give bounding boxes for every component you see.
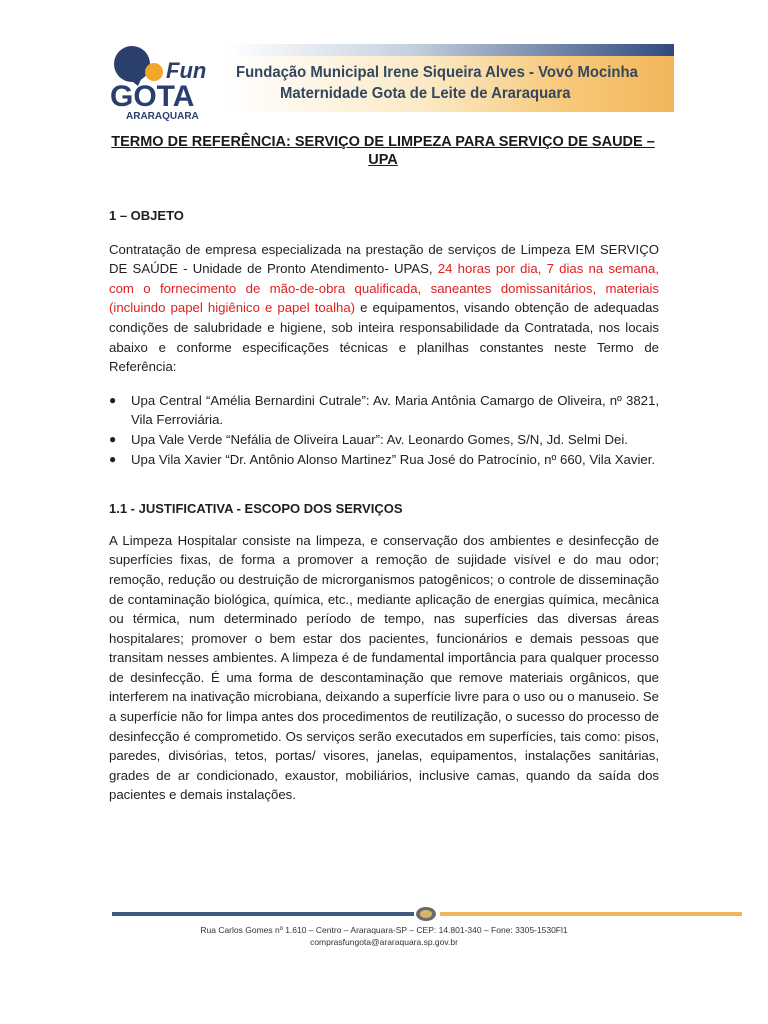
bullet-icon: ●	[109, 451, 117, 466]
logo-text-fun: Fun	[166, 58, 207, 83]
footer-bar-orange	[440, 912, 742, 916]
objeto-paragraph	[109, 240, 659, 377]
list-item-text: Upa Vila Xavier “Dr. Antônio Alonso Martinez” Rua José do Patrocínio, nº 660, Vila Xavier.	[131, 451, 656, 467]
objeto-text-end: e equipamentos, visando obtenção de adequadas condições de salubridade e higiene, sob inteira responsabilidade da Contratada, nos locais abaixo e conforme especificações técnicas e planilhas constantes neste Termo de Referência:	[109, 300, 659, 375]
list-item	[109, 430, 659, 450]
list-item-text: Upa Vale Verde “Nefália de Oliveira Lauar”: Av. Leonardo Gomes, S/N, Jd. Selmi Dei.	[131, 431, 628, 447]
footer-email: comprasfungota@araraquara.sp.gov.br	[310, 937, 458, 947]
footer-emblem-icon	[415, 906, 437, 922]
upa-list	[109, 391, 659, 469]
justificativa-paragraph: A Limpeza Hospitalar consiste na limpeza, e conservação dos ambientes e desinfecção de superfícies fixas, de forma a promover a remoção de sujidade visível e do mau odor; remoção, redução ou destruição de microrganismos patogênicos; o controle de disseminação de contaminação biológica, química, etc., mediante aplicação de energias química, mecânica ou térmica, num determinado período de tempo, nas superfícies das diversas áreas hospitalares; promover o bem estar dos pacientes, funcionários e demais pessoas que transitam nesses ambientes. A limpeza é de fundamental importância para qualquer processo de desinfecção. É uma forma de descontaminação que remove materiais orgânicos, que interferem na inativação microbiana, deixando a superfície livre para o uso ou o manuseio. Se a superfície não for limpa antes dos procedimentos de reutilização, o sucesso do processo de desinfecção é comprometido. Os serviços serão executados em superfícies, tais como: pisos, paredes, divisórias, tetos, portas/ visores, janelas, equipamentos, instalações sanitárias, grades de ar condicionado, exaustor, mobiliários, inclusive camas, quando da saída dos pacientes e demais instalações.	[109, 532, 659, 803]
section-heading-objeto: 1 – OBJETO	[109, 208, 184, 223]
maternity-name: Maternidade Gota de Leite de Araraquara	[280, 85, 571, 102]
section-heading-justificativa: 1.1 - JUSTIFICATIVA - ESCOPO DOS SERVIÇOS	[109, 501, 403, 517]
footer-bar-blue	[112, 912, 414, 916]
document-body	[109, 206, 659, 805]
footer-address: Rua Carlos Gomes nº 1.610 – Centro – Araraquara-SP – CEP: 14.801-340 – Fone: 3305-1530Fl1	[200, 925, 568, 935]
letterhead-banner	[228, 44, 674, 112]
logo-text-gota: GOTA	[110, 80, 195, 113]
objeto-text-highlight: 24 horas por dia, 7 dias na semana, com o fornecimento de mão-de-obra qualificada, saneantes domissanitários, materiais (incluindo papel higiênico e papel toalha)	[109, 261, 659, 316]
objeto-text-start: Contratação de empresa especializada na prestação de serviços de Limpeza EM SERVIÇO DE SAÚDE - Unidade de Pronto Atendimento- UPAS,	[109, 241, 659, 277]
bullet-icon: ●	[109, 431, 117, 446]
document-title: TERMO DE REFERÊNCIA: SERVIÇO DE LIMPEZA PARA SERVIÇO DE SAUDE – UPA	[111, 134, 655, 168]
banner-stripe	[228, 44, 674, 56]
bullet-icon: ●	[109, 392, 117, 407]
letterhead	[108, 42, 674, 122]
foundation-name: Fundação Municipal Irene Siqueira Alves - Vovó Mocinha	[236, 64, 638, 81]
list-item-text: Upa Central “Amélia Bernardini Cutrale”: Av. Maria Antônia Camargo de Oliveira, nº 3821, Vila Ferroviária.	[131, 392, 659, 428]
logo-text-araraquara: ARARAQUARA	[126, 111, 199, 122]
list-item	[109, 391, 659, 430]
fungota-logo	[108, 42, 232, 122]
list-item	[109, 450, 659, 470]
